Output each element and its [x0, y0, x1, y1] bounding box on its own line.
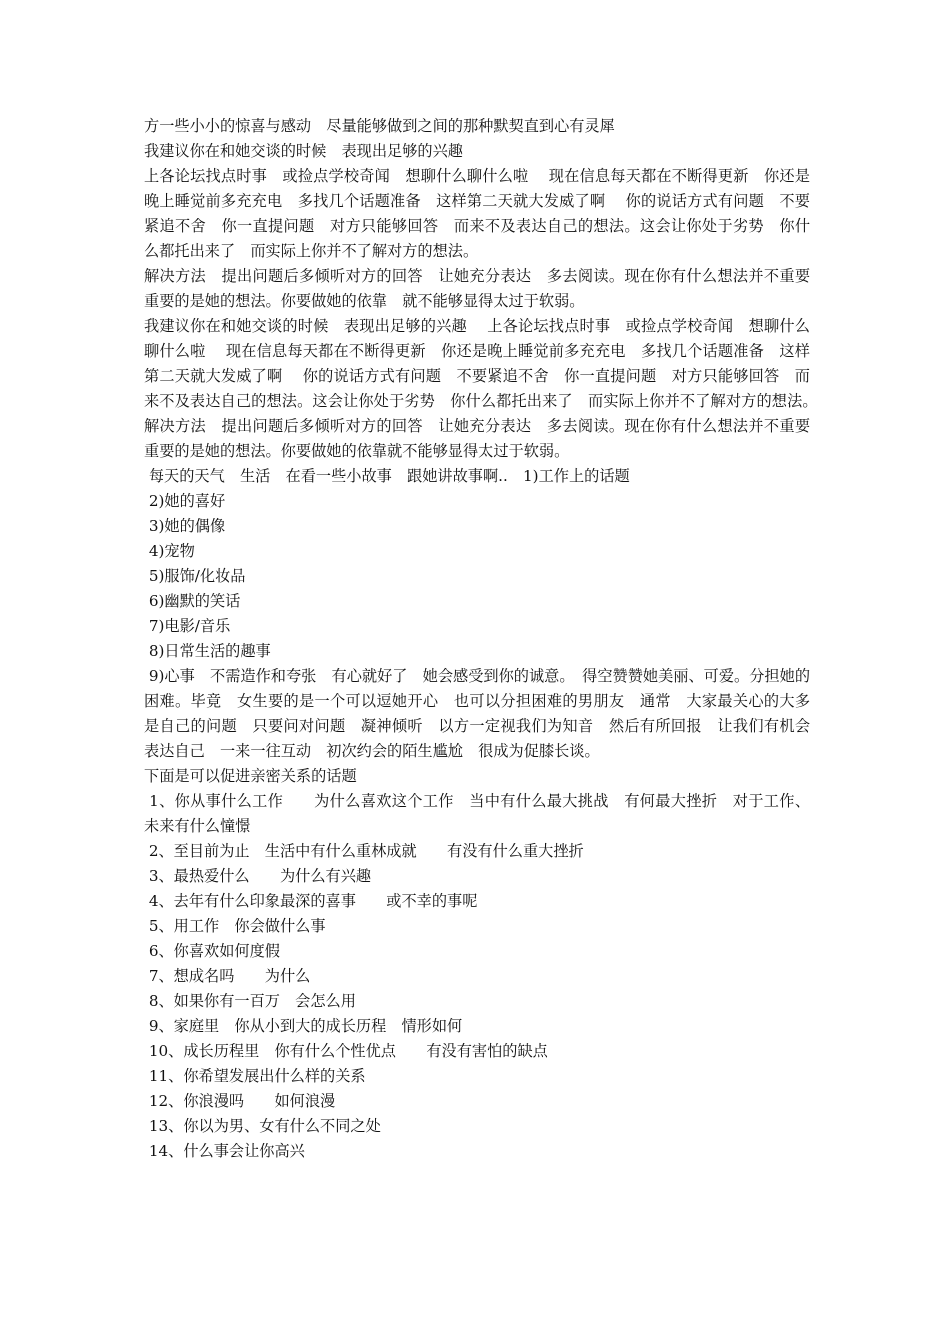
- paragraph: 我建议你在和她交谈的时候 表现出足够的兴趣: [144, 142, 463, 160]
- question-item: 4、去年有什么印象最深的喜事 或不幸的事呢: [144, 892, 478, 910]
- topic-item: 2)她的喜好: [144, 492, 226, 510]
- topic-item: 4)宠物: [144, 542, 195, 560]
- question-item: 1、你从事什么工作 为什么喜欢这个工作 当中有什么最大挑战 有何最大挫折 对于工作、未来有什么憧憬: [144, 792, 811, 835]
- section-heading: 下面是可以促进亲密关系的话题: [144, 767, 357, 785]
- topic-list-intro: 每天的天气 生活 在看一些小故事 跟她讲故事啊.. 1)工作上的话题: [144, 467, 630, 485]
- question-item: 10、成长历程里 你有什么个性优点 有没有害怕的缺点: [144, 1042, 548, 1060]
- topic-item: 6)幽默的笑话: [144, 592, 241, 610]
- question-item: 12、你浪漫吗 如何浪漫: [144, 1092, 336, 1110]
- topic-item: 3)她的偶像: [144, 517, 226, 535]
- question-item: 13、你以为男、女有什么不同之处: [144, 1117, 381, 1135]
- question-item: 6、你喜欢如何度假: [144, 942, 280, 960]
- paragraph: 解决方法 提出问题后多倾听对方的回答 让她充分表达 多去阅读。现在你有什么想法并不重要 重要的是她的想法。你要做她的依靠 就不能够显得太过于软弱。: [144, 267, 826, 310]
- question-item: 9、家庭里 你从小到大的成长历程 情形如何: [144, 1017, 463, 1035]
- question-item: 8、如果你有一百万 会怎么用: [144, 992, 356, 1010]
- question-item: 5、用工作 你会做什么事: [144, 917, 326, 935]
- topic-item: 5)服饰/化妆品: [144, 567, 246, 585]
- question-item: 14、什么事会让你高兴: [144, 1142, 305, 1160]
- question-item: 3、最热爱什么 为什么有兴趣: [144, 867, 372, 885]
- paragraph: 上各论坛找点时事 或捡点学校奇闻 想聊什么聊什么啦 现在信息每天都在不断得更新 你还是晚上睡觉前多充充电 多找几个话题准备 这样第二天就大发威了啊 你的说话方式有问题 不要紧追不舍 你一直提问题 对方只能够回答 而来不及表达自己的想法。这会让你处于劣势 你什么都托出来了 而实际上你并不了解对方的想法。: [144, 167, 810, 260]
- paragraph: 方一些小小的惊喜与感动 尽量能够做到之间的那种默契直到心有灵犀: [144, 117, 615, 135]
- question-item: 2、至目前为止 生活中有什么重林成就 有没有什么重大挫折: [144, 842, 584, 860]
- question-item: 7、想成名吗 为什么: [144, 967, 311, 985]
- topic-item: 8)日常生活的趣事: [144, 642, 271, 660]
- topic-item: 7)电影/音乐: [144, 617, 231, 635]
- paragraph: 我建议你在和她交谈的时候 表现出足够的兴趣 上各论坛找点时事 或捡点学校奇闻 想聊什么聊什么啦 现在信息每天都在不断得更新 你还是晚上睡觉前多充充电 多找几个话题准备 这样第二天就大发威了啊 你的说话方式有问题 不要紧追不舍 你一直提问题 对方只能够回答 而来不及表达自己的想法。这会让你处于劣势 你什么都托出来了 而实际上你并不了解对方的想法。 解决方法 提出问题后多倾听对方的回答 让她充分表达 多去阅读。现在你有什么想法并不重要 重要的是她的想法。你要做她的依靠就不能够显得太过于软弱。: [144, 317, 831, 460]
- topic-item: 9)心事 不需造作和夸张 有心就好了 她会感受到你的诚意。 得空赞赞她美丽、可爱。分担她的困难。毕竟 女生要的是一个可以逗她开心 也可以分担困难的男朋友 通常 大家最关心的大多是自己的问题 只要问对问题 凝神倾听 以方一定视我们为知音 然后有所回报 让我们有机会表达自己 一来一往互动 初次约会的陌生尴尬 很成为促膝长谈。: [144, 667, 811, 760]
- question-item: 11、你希望发展出什么样的关系: [144, 1067, 366, 1085]
- document-page: [144, 114, 831, 1164]
